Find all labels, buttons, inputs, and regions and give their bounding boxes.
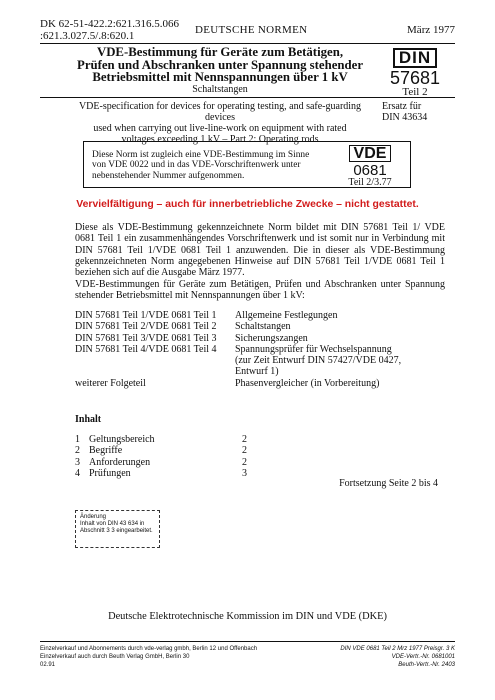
list-item bbox=[75, 344, 455, 355]
series-desc: Entwurf 1) bbox=[235, 366, 279, 378]
din-number-block bbox=[384, 48, 446, 98]
footer-left-line-1: Einzelverkauf und Abonnements durch vde-verlag gmbh, Berlin 12 und Offenbach bbox=[40, 646, 258, 652]
footer-right-line-1: DIN VDE 0681 Teil 2 Mrz 1977 Preisgr. 3 K bbox=[340, 646, 455, 652]
document-title bbox=[40, 46, 400, 96]
toc-item[interactable] bbox=[75, 434, 275, 445]
title-line-3: Betriebsmittel mit Nennspannungen über 1 kV bbox=[92, 70, 348, 85]
vde-notice-line-3: nebenstehender Nummer aufgenommen. bbox=[92, 170, 245, 181]
dk-classification-line1: DK 62-51-422.2:621.316.5.066 bbox=[40, 18, 180, 30]
footer-right-line-3: Beuth-Vertr.-Nr. 2403 bbox=[398, 662, 455, 669]
toc-label: Anforderungen bbox=[89, 456, 151, 468]
toc-number: 4 bbox=[75, 467, 80, 479]
english-line-3: voltages exceeding 1 kV – Part 2: Operating rods bbox=[121, 134, 319, 145]
table-of-contents bbox=[75, 434, 275, 479]
series-desc: Spannungsprüfer für Wechselspannung bbox=[235, 343, 392, 355]
toc-item[interactable] bbox=[75, 457, 275, 468]
list-item bbox=[75, 321, 455, 332]
footer-right-line-2: VDE-Vertr.-Nr. 0681001 bbox=[391, 654, 455, 661]
replacement-note bbox=[382, 101, 427, 123]
amendment-line-3: Abschnitt 3 3 eingearbeitet. bbox=[80, 528, 153, 534]
reproduction-warning: Vervielfältigung – auch für innerbetriebliche Zwecke – nicht gestattet. bbox=[76, 199, 419, 210]
toc-label: Prüfungen bbox=[89, 467, 131, 479]
amendment-line-1: Änderung bbox=[80, 514, 107, 520]
series-ref: DIN 57681 Teil 4/VDE 0681 Teil 4 bbox=[75, 343, 217, 355]
vde-notice-line-1: Diese Norm ist zugleich eine VDE-Bestimmung im Sinne bbox=[92, 150, 310, 160]
series-desc: Schaltstangen bbox=[235, 321, 291, 333]
english-line-2: used when carrying out live-line-work on equipment with rated bbox=[93, 123, 347, 134]
amendment-line-2: Inhalt von DIN 43 634 in bbox=[80, 521, 145, 527]
toc-label: Geltungsbereich bbox=[89, 434, 155, 445]
toc-number: 3 bbox=[75, 456, 80, 468]
toc-page: 2 bbox=[242, 445, 247, 457]
toc-page: 3 bbox=[242, 467, 247, 479]
series-intro-paragraph: VDE-Bestimmungen für Geräte zum Betätigen, Prüfen und Abschranken unter Spannung stehender Betriebsmittel mit Nennspannungen über 1 kV: bbox=[75, 279, 445, 302]
list-item bbox=[75, 355, 455, 366]
title-rule bbox=[40, 97, 455, 98]
header-rule bbox=[40, 43, 455, 44]
vde-notice-line-2: von VDE 0022 und in das VDE-Vorschriftenwerk unter bbox=[92, 160, 301, 171]
toc-label: Begriffe bbox=[89, 445, 123, 457]
series-desc: Phasenvergleicher (in Vorbereitung) bbox=[235, 377, 380, 389]
english-title bbox=[75, 101, 365, 145]
commission-name: Deutsche Elektrotechnische Kommission im DIN und VDE (DKE) bbox=[108, 611, 387, 622]
vde-notice-box bbox=[83, 141, 411, 188]
toc-page: 2 bbox=[242, 434, 247, 445]
list-item bbox=[75, 310, 455, 321]
issue-date: März 1977 bbox=[407, 24, 455, 36]
toc-number: 2 bbox=[75, 445, 80, 457]
footer-left-line-2: Einzelverkauf auch durch Beuth Verlag GmbH, Berlin 30 bbox=[40, 654, 190, 661]
footer-left bbox=[40, 645, 257, 670]
dk-classification-line2: :621.3.027.5/.8:620.1 bbox=[40, 30, 135, 42]
ersatz-line-1: Ersatz für bbox=[382, 101, 422, 112]
din-part: Teil 2 bbox=[402, 86, 428, 98]
title-line-2: Prüfen und Abschranken unter Spannung stehender bbox=[77, 57, 363, 72]
ersatz-line-2: DIN 43634 bbox=[382, 112, 428, 123]
list-item bbox=[75, 366, 455, 377]
vde-part: Teil 2/3.77 bbox=[348, 177, 392, 188]
english-line-1: VDE-specification for devices for operating testing, and safe-guarding devices bbox=[78, 101, 362, 123]
vde-number: 0681 bbox=[353, 162, 387, 179]
vde-number-block bbox=[336, 145, 404, 188]
series-ref: DIN 57681 Teil 1/VDE 0681 Teil 1 bbox=[75, 310, 217, 321]
series-desc: Allgemeine Festlegungen bbox=[235, 310, 338, 321]
intro-paragraph: Diese als VDE-Bestimmung gekennzeichnete Norm bildet mit DIN 57681 Teil 1/ VDE 0681 Teil 1 ein zusammenhängendes Vorschriftenwerk und ist somit nur in Verbindung mit DIN 57681 Teil 1/VDE 0681 Teil 1 anzuwenden. Die in dieser als VDE-Bestimmung gekennzeichneten Norm angegebenen Hinweise auf DIN 57681 Teil 1/VDE 0681 Teil 1 beziehen sich auf die Ausgabe März 1977. bbox=[75, 222, 445, 279]
continuation-note: Fortsetzung Seite 2 bis 4 bbox=[339, 478, 438, 489]
series-ref: weiterer Folgeteil bbox=[75, 377, 146, 389]
series-desc: (zur Zeit Entwurf DIN 57427/VDE 0427, bbox=[235, 355, 402, 367]
contents-heading: Inhalt bbox=[75, 414, 102, 425]
series-ref: DIN 57681 Teil 2/VDE 0681 Teil 2 bbox=[75, 321, 217, 333]
deutsche-normen-label: DEUTSCHE NORMEN bbox=[195, 24, 308, 36]
list-item bbox=[75, 378, 455, 389]
title-line-1: VDE-Bestimmung für Geräte zum Betätigen, bbox=[96, 45, 344, 59]
amendment-stamp bbox=[75, 510, 160, 548]
series-desc: Sicherungszangen bbox=[235, 332, 308, 344]
title-subtitle: Schaltstangen bbox=[192, 83, 248, 95]
toc-item[interactable] bbox=[75, 445, 275, 456]
list-item bbox=[75, 333, 455, 344]
toc-item[interactable] bbox=[75, 468, 275, 479]
footer-right bbox=[340, 645, 455, 670]
din-number: 57681 bbox=[389, 68, 441, 88]
footer-left-line-3: 02.91 bbox=[40, 662, 56, 669]
toc-page: 2 bbox=[242, 456, 247, 468]
series-list bbox=[75, 310, 455, 389]
din-logo: DIN bbox=[393, 48, 437, 68]
vde-logo: VDE bbox=[349, 145, 392, 162]
toc-number: 1 bbox=[75, 434, 80, 445]
vde-notice-text bbox=[92, 150, 332, 181]
series-ref: DIN 57681 Teil 3/VDE 0681 Teil 3 bbox=[75, 332, 217, 344]
footer-rule bbox=[40, 641, 455, 642]
